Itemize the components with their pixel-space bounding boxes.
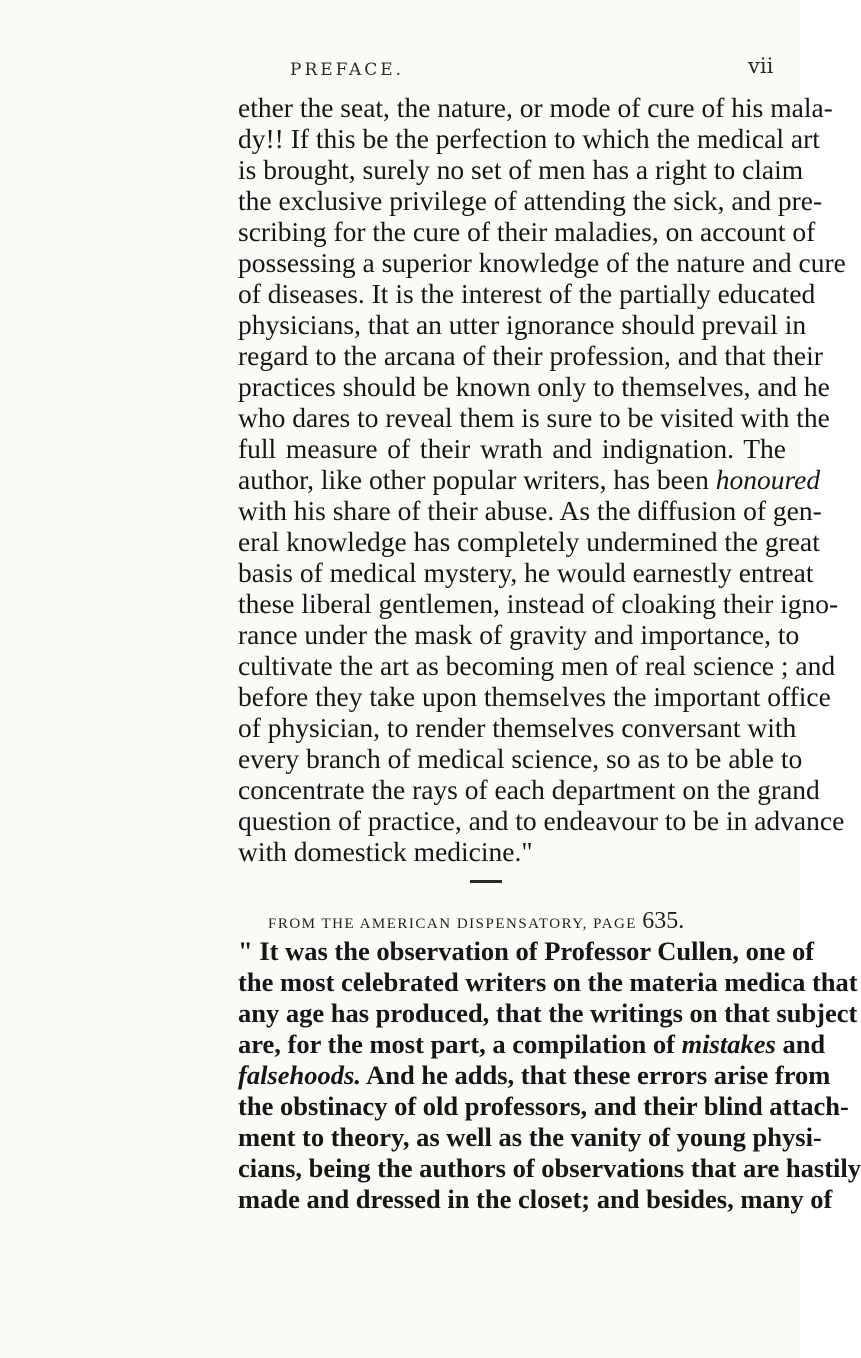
- quote-line: are, for the most part, a compilation of mistakes and: [238, 1029, 826, 1059]
- source-page-number: 635.: [642, 908, 685, 934]
- text-line: eral knowledge has completely undermined the great: [238, 526, 820, 557]
- emphasis-word: honoured: [715, 464, 821, 495]
- text-line: with domestick medicine.": [238, 836, 533, 867]
- text-line: before they take upon themselves the important office: [238, 681, 831, 712]
- text-line: question of practice, and to endeavour to be in advance: [238, 805, 845, 836]
- text-line: cultivate the art as becoming men of real science ; and: [238, 650, 836, 681]
- text-line: these liberal gentlemen, instead of cloaking their igno-: [238, 588, 839, 619]
- text-line: basis of medical mystery, he would earnestly entreat: [238, 557, 814, 588]
- source-heading: [268, 908, 768, 935]
- quote-line: cians, being the authors of observations that are hastily: [238, 1153, 861, 1183]
- source-heading-text: FROM THE AMERICAN DISPENSATORY, PAGE: [268, 916, 637, 932]
- quote-line: any age has produced, that the writings on that subject: [238, 998, 858, 1028]
- preface-paragraph: [238, 92, 846, 867]
- emphasis-word: mistakes: [681, 1029, 776, 1059]
- quote-line: the obstinacy of old professors, and their blind attach-: [238, 1091, 849, 1121]
- text-line: concentrate the rays of each department on the grand: [238, 774, 820, 805]
- text-line: of physician, to render themselves conversant with: [238, 712, 797, 743]
- text-line: of diseases. It is the interest of the partially educated: [238, 278, 816, 309]
- quote-line: made and dressed in the closet; and besides, many of: [238, 1184, 833, 1214]
- text-line: the exclusive privilege of attending the sick, and pre-: [238, 185, 823, 216]
- quote-line: " It was the observation of Professor Cullen, one of: [238, 936, 815, 966]
- text-line: physicians, that an utter ignorance should prevail in: [238, 309, 807, 340]
- text-line: practices should be known only to themselves, and he: [238, 371, 830, 402]
- quote-line-emphasis: falsehoods. And he adds, that these errors arise from: [238, 1060, 831, 1090]
- text-line: scribing for the cure of their maladies, on account of: [238, 216, 816, 247]
- text-line: every branch of medical science, so as to be able to: [238, 743, 803, 774]
- text-line: who dares to reveal them is sure to be visited with the: [238, 402, 830, 433]
- text-line: rance under the mask of gravity and importance, to: [238, 619, 800, 650]
- quoted-passage: [238, 936, 861, 1215]
- running-title: PREFACE.: [290, 60, 405, 80]
- text-line: with his share of their abuse. As the diffusion of gen-: [238, 495, 822, 526]
- quote-line: ment to theory, as well as the vanity of young physi-: [238, 1122, 822, 1152]
- emphasis-word: falsehoods.: [238, 1060, 361, 1090]
- page-number: vii: [748, 54, 774, 78]
- text-line: possessing a superior knowledge of the nature and cure: [238, 247, 846, 278]
- text-line: dy!! If this be the perfection to which the medical art: [238, 123, 820, 154]
- text-line: ether the seat, the nature, or mode of cure of his mala-: [238, 92, 833, 123]
- text-line-emphasis: author, like other popular writers, has been honoured: [238, 464, 821, 495]
- section-divider: [470, 880, 502, 883]
- text-line: regard to the arcana of their profession, and that their: [238, 340, 823, 371]
- text-line: full measure of their wrath and indignation. The: [238, 433, 786, 464]
- quote-line: the most celebrated writers on the materia medica that: [238, 967, 858, 997]
- text-line: is brought, surely no set of men has a right to claim: [238, 154, 804, 185]
